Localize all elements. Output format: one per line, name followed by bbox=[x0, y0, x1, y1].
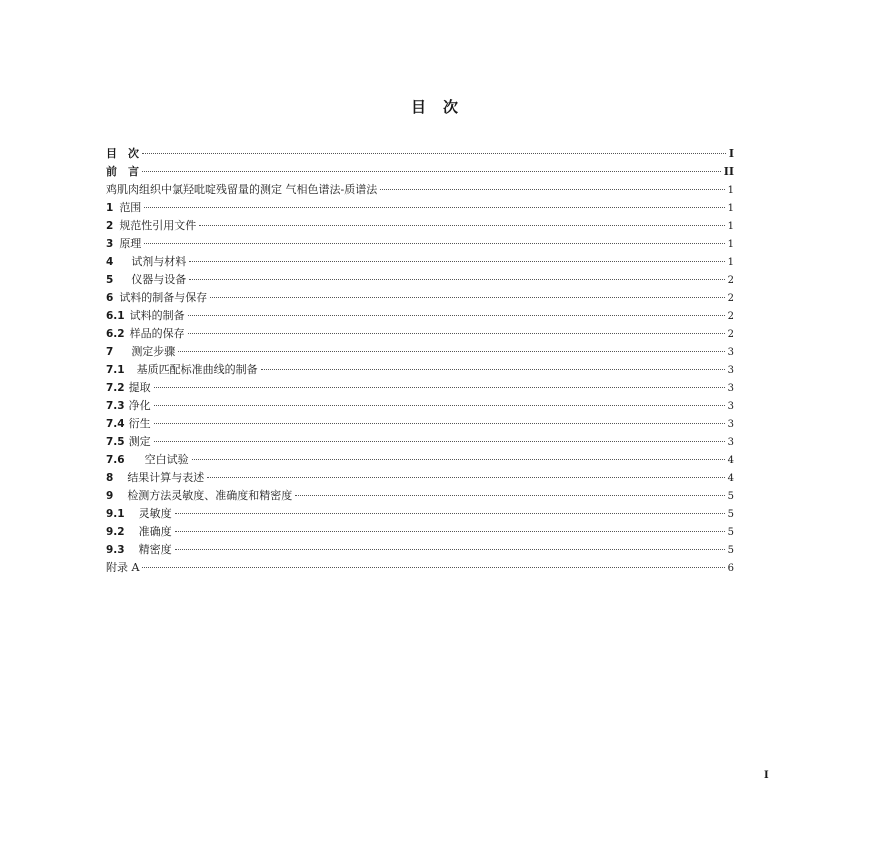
page-title: 目 次 bbox=[410, 98, 459, 116]
toc-entry[interactable] bbox=[106, 451, 734, 469]
toc-entry[interactable] bbox=[106, 253, 734, 271]
toc-entry-page-number: 4 bbox=[727, 455, 734, 466]
toc-entry[interactable] bbox=[106, 217, 734, 235]
toc-entry[interactable] bbox=[106, 415, 734, 433]
toc-entry[interactable] bbox=[106, 487, 734, 505]
toc-entry[interactable] bbox=[106, 325, 734, 343]
toc-entry-page-number: 3 bbox=[727, 365, 734, 376]
toc-entry-page-number: 2 bbox=[727, 275, 734, 286]
toc-dot-leader bbox=[175, 531, 725, 532]
toc-entry-number: 7 bbox=[106, 346, 114, 358]
toc-dot-leader bbox=[142, 567, 724, 568]
toc-entry-number: 9.1 bbox=[106, 508, 125, 520]
toc-entry-number: 7.6 bbox=[106, 454, 125, 466]
toc-entry-page-number: 3 bbox=[727, 401, 734, 412]
toc-entry-title: 目 次 bbox=[106, 147, 139, 160]
toc-entry-number: 5 bbox=[106, 274, 114, 286]
toc-entry-title: 精密度 bbox=[138, 543, 172, 556]
toc-entry-page-number: 1 bbox=[727, 221, 734, 232]
toc-entry-title: 前 言 bbox=[106, 165, 139, 178]
toc-entry-title: 样品的保存 bbox=[129, 327, 185, 340]
toc-entry-title: 基质匹配标准曲线的制备 bbox=[136, 363, 258, 376]
toc-entry-title: 附录 A bbox=[106, 561, 140, 574]
toc-entry-page-number: 5 bbox=[727, 545, 734, 556]
toc-entry-page-number: 1 bbox=[727, 203, 734, 214]
toc-entry-title: 提取 bbox=[128, 381, 151, 394]
toc-entry-title: 测定步骤 bbox=[131, 345, 176, 358]
toc-entry-page-number: 3 bbox=[727, 347, 734, 358]
toc-entry-title: 试料的制备与保存 bbox=[119, 291, 208, 304]
toc-entry-title: 规范性引用文件 bbox=[119, 219, 197, 232]
toc-entry[interactable] bbox=[106, 163, 734, 181]
toc-entry[interactable] bbox=[106, 343, 734, 361]
toc-dot-leader bbox=[189, 261, 724, 262]
toc-entry-page-number: 1 bbox=[727, 185, 734, 196]
toc-entry-number: 7.3 bbox=[106, 400, 125, 412]
toc-dot-leader bbox=[175, 513, 725, 514]
toc-entry-title: 仪器与设备 bbox=[131, 273, 187, 286]
toc-entry-title: 准确度 bbox=[138, 525, 172, 538]
toc-entry-number: 9.2 bbox=[106, 526, 125, 538]
toc-dot-leader bbox=[144, 207, 724, 208]
toc-entry[interactable] bbox=[106, 505, 734, 523]
toc-dot-leader bbox=[142, 171, 721, 172]
toc-entry-page-number: 6 bbox=[727, 563, 734, 574]
toc-entry[interactable] bbox=[106, 145, 734, 163]
toc-entry-number: 7.5 bbox=[106, 436, 125, 448]
toc-entry[interactable] bbox=[106, 559, 734, 577]
toc-entry-title: 净化 bbox=[128, 399, 151, 412]
toc-dot-leader bbox=[207, 477, 724, 478]
toc-entry[interactable] bbox=[106, 289, 734, 307]
toc-entry[interactable] bbox=[106, 469, 734, 487]
toc-entry-number: 6.1 bbox=[106, 310, 125, 322]
toc-entry[interactable] bbox=[106, 541, 734, 559]
toc-entry-number: 1 bbox=[106, 202, 114, 214]
toc-entry[interactable] bbox=[106, 199, 734, 217]
toc-entry-page-number: 2 bbox=[727, 311, 734, 322]
toc-entry-title: 空白试验 bbox=[144, 453, 189, 466]
toc-dot-leader bbox=[380, 189, 724, 190]
toc-entry-number: 8 bbox=[106, 472, 114, 484]
toc-entry-page-number: 1 bbox=[727, 257, 734, 268]
toc-entry-page-number: 2 bbox=[727, 329, 734, 340]
toc-entry-page-number: 2 bbox=[727, 293, 734, 304]
toc-entry-number: 4 bbox=[106, 256, 114, 268]
toc-dot-leader bbox=[210, 297, 724, 298]
toc-entry-page-number: 4 bbox=[727, 473, 734, 484]
toc-entry-page-number: 5 bbox=[727, 491, 734, 502]
toc-dot-leader bbox=[154, 387, 725, 388]
toc-dot-leader bbox=[261, 369, 725, 370]
toc-entry[interactable] bbox=[106, 379, 734, 397]
toc-entry-title: 灵敏度 bbox=[138, 507, 172, 520]
toc-dot-leader bbox=[188, 315, 725, 316]
toc-dot-leader bbox=[189, 279, 724, 280]
toc-entry-number: 9.3 bbox=[106, 544, 125, 556]
toc-entry-number: 6 bbox=[106, 292, 114, 304]
toc-entry-title: 试料的制备 bbox=[129, 309, 185, 322]
toc-dot-leader bbox=[142, 153, 726, 154]
toc-entry[interactable] bbox=[106, 433, 734, 451]
toc-entry-title: 原理 bbox=[119, 237, 142, 250]
toc-entry-page-number: 5 bbox=[727, 509, 734, 520]
toc-entry-number: 2 bbox=[106, 220, 114, 232]
toc-entry-number: 7.2 bbox=[106, 382, 125, 394]
toc-dot-leader bbox=[199, 225, 724, 226]
toc-dot-leader bbox=[188, 333, 725, 334]
toc-dot-leader bbox=[178, 351, 724, 352]
toc-entry-page-number: 3 bbox=[727, 419, 734, 430]
toc-entry[interactable] bbox=[106, 361, 734, 379]
toc-dot-leader bbox=[144, 243, 724, 244]
toc-entry[interactable] bbox=[106, 397, 734, 415]
toc-entry-number: 6.2 bbox=[106, 328, 125, 340]
toc-entry-title: 鸡肌肉组织中氯羟吡啶残留量的测定 气相色谱法-质谱法 bbox=[106, 183, 378, 196]
toc-dot-leader bbox=[295, 495, 724, 496]
toc-entry-title: 试剂与材料 bbox=[131, 255, 187, 268]
toc-dot-leader bbox=[175, 549, 725, 550]
toc-entry[interactable] bbox=[106, 181, 734, 199]
toc-entry[interactable] bbox=[106, 235, 734, 253]
toc-entry[interactable] bbox=[106, 307, 734, 325]
page-number: I bbox=[764, 770, 769, 781]
toc-entry-page-number: 3 bbox=[727, 383, 734, 394]
toc-dot-leader bbox=[154, 423, 725, 424]
toc-entry-number: 7.1 bbox=[106, 364, 125, 376]
toc-entry-page-number: II bbox=[723, 165, 734, 178]
toc-dot-leader bbox=[154, 441, 725, 442]
toc-entry[interactable] bbox=[106, 271, 734, 289]
toc-entry-number: 3 bbox=[106, 238, 114, 250]
toc-entry-number: 7.4 bbox=[106, 418, 125, 430]
toc-entry-title: 检测方法灵敏度、准确度和精密度 bbox=[127, 489, 293, 502]
toc-entry-title: 衍生 bbox=[128, 417, 151, 430]
toc-entry-page-number: I bbox=[728, 147, 734, 160]
toc-entry-title: 范围 bbox=[119, 201, 142, 214]
toc-entry-title: 测定 bbox=[128, 435, 151, 448]
toc-entry-page-number: 1 bbox=[727, 239, 734, 250]
toc-entry[interactable] bbox=[106, 523, 734, 541]
toc-dot-leader bbox=[154, 405, 725, 406]
table-of-contents bbox=[106, 145, 734, 577]
toc-entry-page-number: 5 bbox=[727, 527, 734, 538]
toc-dot-leader bbox=[192, 459, 725, 460]
toc-entry-page-number: 3 bbox=[727, 437, 734, 448]
toc-entry-title: 结果计算与表述 bbox=[127, 471, 205, 484]
toc-entry-number: 9 bbox=[106, 490, 114, 502]
